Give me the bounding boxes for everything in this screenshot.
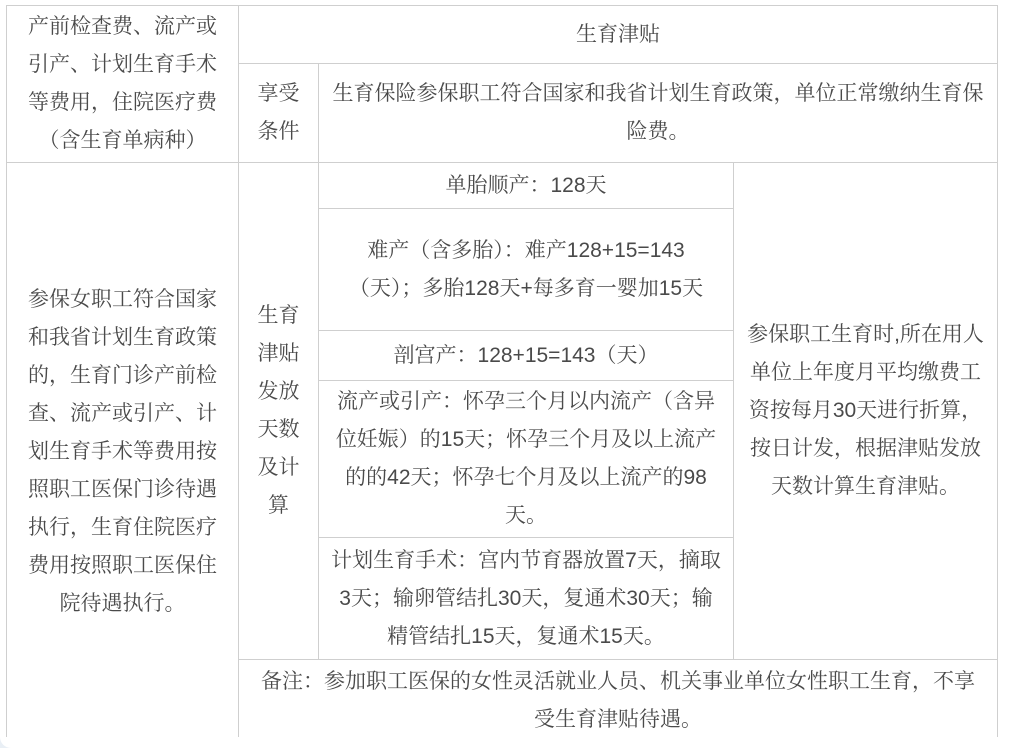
- allowance-title-cell: 生育津贴: [239, 6, 998, 64]
- table-row: [7, 6, 998, 64]
- medical-fee-scope-cell: 产前检查费、流产或引产、计划生育手术等费用，住院医疗费（含生育单病种）: [7, 6, 239, 163]
- condition-label-cell: [239, 64, 319, 163]
- condition-text-cell: 生育保险参保职工符合国家和我省计划生育政策，单位正常缴纳生育保险费。: [319, 64, 998, 163]
- medical-fee-policy-cell: 参保女职工符合国家和我省计划生育政策的，生育门诊产前检查、流产或引产、计划生育手术等费用按照职工医保门诊待遇执行，生育住院医疗费用按照职工医保住院待遇执行。: [7, 163, 239, 742]
- days-item-difficult-birth: 难产（含多胎）：难产128+15=143（天）；多胎128天+每多育一婴加15天: [319, 209, 734, 331]
- days-item-cesarean: 剖宫产：128+15=143（天）: [319, 331, 734, 381]
- days-label: 生育津贴发放天数及计算: [257, 304, 300, 517]
- card-bottom-edge: [0, 737, 1010, 748]
- table-row: [7, 163, 998, 209]
- remark-cell: 备注：参加职工医保的女性灵活就业人员、机关事业单位女性职工生育，不享受生育津贴待遇。: [239, 660, 998, 742]
- days-item-family-planning-surgery: 计划生育手术：宫内节育器放置7天，摘取3天；输卵管结扎30天，复通术30天；输精管结扎15天，复通术15天。: [319, 538, 734, 660]
- days-item-normal-birth: 单胎顺产：128天: [319, 163, 734, 209]
- calculation-text-cell: 参保职工生育时,所在用人单位上年度月平均缴费工资按每月30天进行折算，按日计发，根据津贴发放天数计算生育津贴。: [734, 163, 998, 660]
- days-item-miscarriage: 流产或引产：怀孕三个月以内流产（含异位妊娠）的15天；怀孕三个月及以上流产的的42天；怀孕七个月及以上流产的98天。: [319, 381, 734, 538]
- maternity-benefits-table: [6, 5, 998, 742]
- condition-label: 享受条件: [257, 82, 300, 143]
- days-label-cell: [239, 163, 319, 660]
